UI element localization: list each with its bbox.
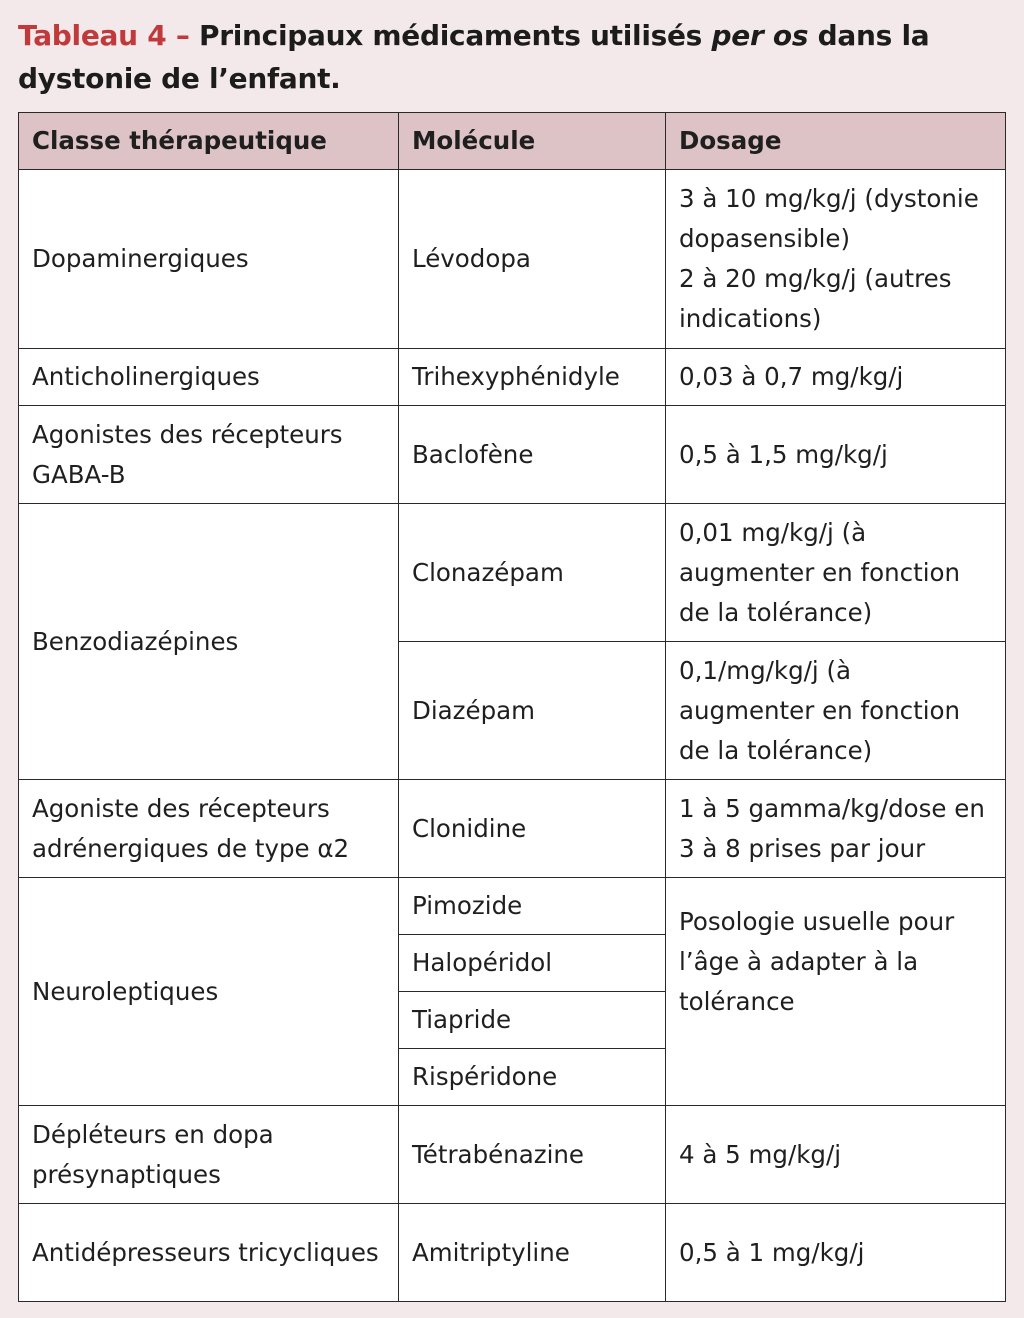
cell-dosage: 0,01 mg/kg/j (à augmenter en fonction de la tolérance) [666,504,1006,642]
dosage-line: 2 à 20 mg/kg/j (autres indications) [679,264,952,333]
table-row [19,504,1006,642]
table-row [19,1106,1006,1204]
cell-molecule: Diazépam [399,642,666,780]
cell-classe: Benzodiazépines [19,504,399,780]
cell-dosage: 0,03 à 0,7 mg/kg/j [666,349,1006,406]
dosage-line: 3 à 10 mg/kg/j (dystonie dopasensible) [679,184,979,253]
cell-molecule: Clonidine [399,780,666,878]
cell-classe: Dopaminergiques [19,170,399,349]
table-row [19,1204,1006,1302]
cell-classe: Antidépresseurs tricycliques [19,1204,399,1302]
cell-dosage: 1 à 5 gamma/kg/dose en 3 à 8 prises par jour [666,780,1006,878]
cell-molecule: Halopéridol [399,935,666,992]
table-number-label: Tableau 4 – [18,19,190,52]
cell-classe: Neuroleptiques [19,878,399,1106]
table-row [19,349,1006,406]
cell-classe: Anticholinergiques [19,349,399,406]
medication-table [18,112,1006,1302]
dosage-text: Posologie usuelle pour l’âge à adapter à la tolérance [679,907,955,1016]
cell-classe: Agonistes des récepteurs GABA-B [19,406,399,504]
cell-dosage: 0,5 à 1,5 mg/kg/j [666,406,1006,504]
title-text-part1: Principaux médicaments utilisés [198,19,703,52]
cell-molecule: Amitriptyline [399,1204,666,1302]
cell-dosage: 0,1/mg/kg/j (à augmenter en fonction de la tolérance) [666,642,1006,780]
title-text-italic: per os [711,19,809,52]
header-dosage: Dosage [666,113,1006,170]
cell-classe: Dépléteurs en dopa présynaptiques [19,1106,399,1204]
cell-molecule: Clonazépam [399,504,666,642]
cell-molecule: Rispéridone [399,1049,666,1106]
header-molecule: Molécule [399,113,666,170]
table-row [19,170,1006,349]
table-row [19,406,1006,504]
cell-molecule: Lévodopa [399,170,666,349]
cell-molecule: Tétrabénazine [399,1106,666,1204]
title-text-part2: dans la dystonie de l’enfant. [18,19,930,95]
cell-dosage: 0,5 à 1 mg/kg/j [666,1204,1006,1302]
cell-dosage [666,170,1006,349]
cell-classe: Agoniste des récepteurs adrénergiques de type α2 [19,780,399,878]
cell-molecule: Baclofène [399,406,666,504]
table-row [19,780,1006,878]
table-title [18,14,1008,100]
cell-dosage [666,878,1006,1106]
cell-molecule: Pimozide [399,878,666,935]
table-row [19,878,1006,935]
cell-molecule: Trihexyphénidyle [399,349,666,406]
header-classe: Classe thérapeutique [19,113,399,170]
cell-molecule: Tiapride [399,992,666,1049]
cell-dosage: 4 à 5 mg/kg/j [666,1106,1006,1204]
table-header-row [19,113,1006,170]
